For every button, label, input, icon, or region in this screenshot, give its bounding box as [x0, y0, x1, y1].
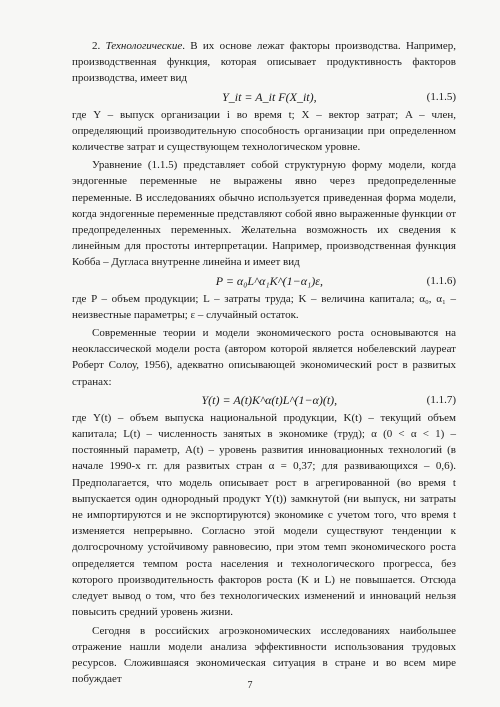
equation-formula: Y(t) = A(t)K^α(t)L^(1−α)(t), — [201, 392, 338, 407]
paragraph-where-yt: где Y(t) – объем выпуска национальной продукции, K(t) – текущий объем капитала; L(t) – численность занятых в экономике (труд); α (0 < α < 1) – постоянный параметр, A(t) – уровень развития инновационных технологий (в начале 1990-х гг. для развитых стран α = 0,37; для развивающихся – 0,6). Предполагается, что модель описывает рост в агрегированной (во время t выпускается один однородный продукт Y(t)) замкнутой (ни выпуск, ни затраты не импортируются и не экспортируются) экономике с учетом того, что время t изменяется непрерывно. Согласно этой модели существуют тенденции к долгосрочному устойчивому равновесию, при этом темп экономического роста определяется темпом роста населения и технологического прогресса, без которого производительность факторов роста (K и L) не повышается. Отсюда следует вывод о том, что без технологических изменений и инноваций нельзя повысить средний уровень жизни. — [72, 411, 456, 619]
equation-number: (1.1.5) — [426, 90, 456, 103]
paragraph-structural-form: Уравнение (1.1.5) представляет собой структурную форму модели, когда эндогенные переменные не выражены явно через предопределенные переменные. В исследованиях обычно используется приведенная форма модели, когда эндогенные переменные представляют собой явно выраженные функции от предопределенных переменных. Желательна возможность их сведения к линейным для простоты интерпретации. Например, производственная функция Кобба – Дугласа внутренне линейна и имеет вид — [72, 159, 456, 269]
page-number: 7 — [247, 680, 253, 691]
paragraph-technological — [72, 38, 456, 87]
equation-1-1-5 — [72, 87, 456, 107]
paragraph-agroeconomic: Сегодня в российских агроэкономических исследованиях наибольшее отражение нашли модели анализа эффективности использования трудовых ресурсов. Сложившаяся экономическая ситуация в стране и во всем мире побуждает — [72, 624, 456, 686]
paragraph-where-y: где Y – выпуск организации i во время t; X – вектор затрат; A – член, определяющий производительную способность организации при определенном количестве затрат и существующем технологическом уровне. — [72, 108, 456, 154]
equation-number: (1.1.7) — [426, 393, 456, 406]
term-technological: Технологические — [105, 40, 183, 52]
paragraph-neoclassical: Современные теории и модели экономического роста основываются на неоклассической модели роста (автором которой является нобелевский лауреат Роберт Солоу, 1956), адекватно описывающей экономический рост в развитых странах: — [72, 327, 456, 388]
equation-number: (1.1.6) — [426, 274, 456, 287]
equation-1-1-6 — [72, 271, 456, 291]
equation-1-1-7 — [72, 390, 456, 410]
page-body — [72, 38, 456, 687]
equation-formula: Y_it = A_it F(X_it), — [222, 89, 317, 104]
equation-formula: P = α₀L^α₁K^(1−α₁)ε, — [215, 273, 323, 288]
paragraph-text: . В их основе лежат факторы производства. Например, производственная функция, которая описывает продуктивность факторов производства, имеет вид — [72, 40, 456, 85]
list-number: 2. — [92, 40, 106, 52]
paragraph-where-p: где P – объем продукции; L – затраты труда; K – величина капитала; α₀, α₁ – неизвестные параметры; ε – случайный остаток. — [72, 292, 456, 321]
